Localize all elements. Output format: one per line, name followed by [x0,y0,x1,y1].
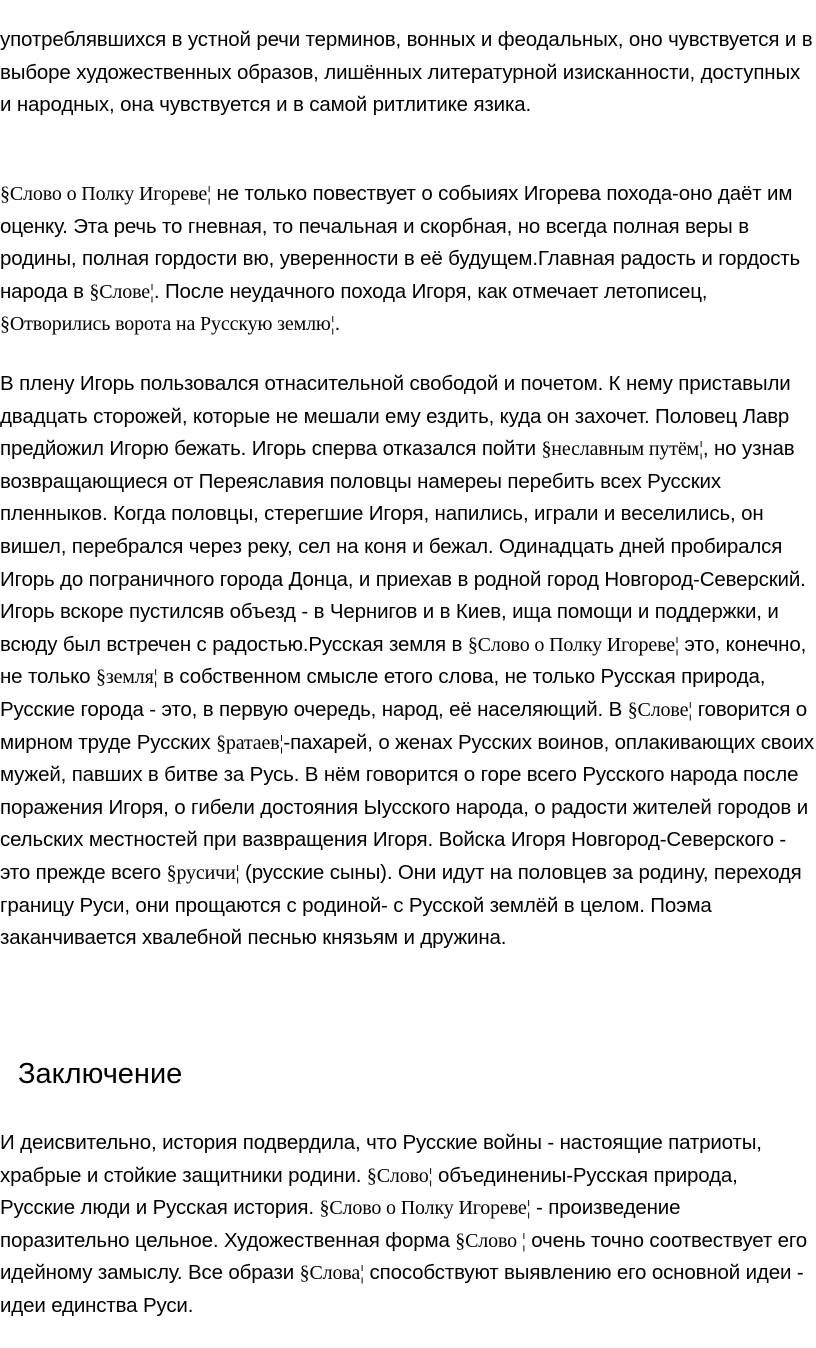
quote-zemlya: §земля¦ [95,666,158,689]
quote-slovo-title: §Слово о Полку Игореве¦ [0,183,212,205]
text-segment: способствуют выявлению его основной идеи - идеи единства Руси. [0,1261,804,1317]
text-segment: И деисвительно, история подвердила, что Русские войны - настоящие патриоты, храбрые и стойкие защитники родини. [0,1131,762,1187]
quote-slovo: §Слово¦ [366,1164,433,1187]
text-segment: . [334,312,341,336]
text-segment: не только повествует о собыиях Игорева похода-оно даёт им оценку. Эта речь то гневная, то печальная и скорбная, но всегда полная веры в родины, полная гордости вю, уверенности в её будущем.Главная радость и гордость народа в [0,182,801,303]
paragraph-intro [0,24,814,122]
text-segment: В плену Игорь пользовался отнасительной свободой и почетом. К нему приставыли двадцать сторожей, которые не мешали ему ездить, куда он захочет. Половец Лавр предйожил Игорю бежать. Игорь сперва отказался пойти [0,372,791,461]
paragraph-conclusion [0,1127,814,1323]
paragraph-igor-captivity [0,368,814,955]
text-segment: -пахарей, о женах Русских воинов, оплакивающих своих мужей, павших в битве за Русь. В нём говорится о горе всего Русского народа после поражения Игоря, о гибели достояния Ыусского народа, о радости жителей городов и сельских местностей при вазвращения Игоря. Войска Игоря Новгород-Северского - это прежде всего [0,730,814,884]
quote-rusichi: §русичи¦ [166,861,240,884]
text-segment: в собственном смысле етого слова, не только Русская природа, Русские города - это, в первую очередь, народ, её населяющий. В [0,665,766,721]
paragraph-slovo-assessment [0,178,814,341]
quote-slove: §Слове¦ [627,698,693,721]
paragraph-intro-text: употреблявшихся в устной речи терминов, вонных и феодальных, оно чувствуется и в выборе художественных образов, лишённых литературной изисканности, доступных и народных, она чувствуется и в самой ритлитике язика. [0,28,813,117]
quote-slovo-short: §Слово ¦ [455,1229,526,1252]
text-segment: , но узнав возвращающиеся от Переяславия половцы намереы перебить всех Русских пленныков. Когда половцы, стерегшие Игоря, напились, играли и веселились, он вишел, перебрался через реку, сел на коня и бежал. Одинадцать дней пробирался Игорь до пограничного города Донца, и приехав в родной город Новгород-Северский. Игорь вскоре пустилсяв объезд - в Чернигов и в Киев, ища помощи и поддержки, и всюду был встречен с радостью.Русская земля в [0,437,806,656]
quote-slove: §Слове¦ [89,280,154,303]
text-segment: говорится о мирном труде Русских [0,697,808,754]
quote-chronicle: §Отворились ворота на Русскую землю¦ [0,313,335,336]
text-segment: объединениы-Русская природа, Русские люди и Русская история. [0,1163,738,1220]
quote-neslavnym-putem: §неславным путём¦ [541,438,703,461]
text-segment: очень точно соотвествует его идейному замыслу. Все образи [0,1228,807,1285]
text-segment: это, конечно, не только [0,632,807,689]
text-segment: . После неудачного похода Игоря, как отмечает летописец, [153,279,708,303]
quote-rataev: §ратаев¦ [216,731,284,754]
quote-slovo-title: §Слово о Полку Игореве¦ [319,1197,531,1220]
quote-slovo-title: §Слово о Полку Игореве¦ [467,633,679,656]
section-heading-conclusion: Заключение [18,1058,183,1090]
text-segment: (русские сыны). Они идут на половцев за родину, переходя границу Руси, они прощаются с родиной- с Русской землёй в целом. Поэма заканчивается хвалебной песнью князьям и дружина. [0,860,802,950]
quote-slova: §Слова¦ [299,1262,364,1285]
text-segment: - произведение поразительно цельное. Художественная форма [0,1196,681,1252]
